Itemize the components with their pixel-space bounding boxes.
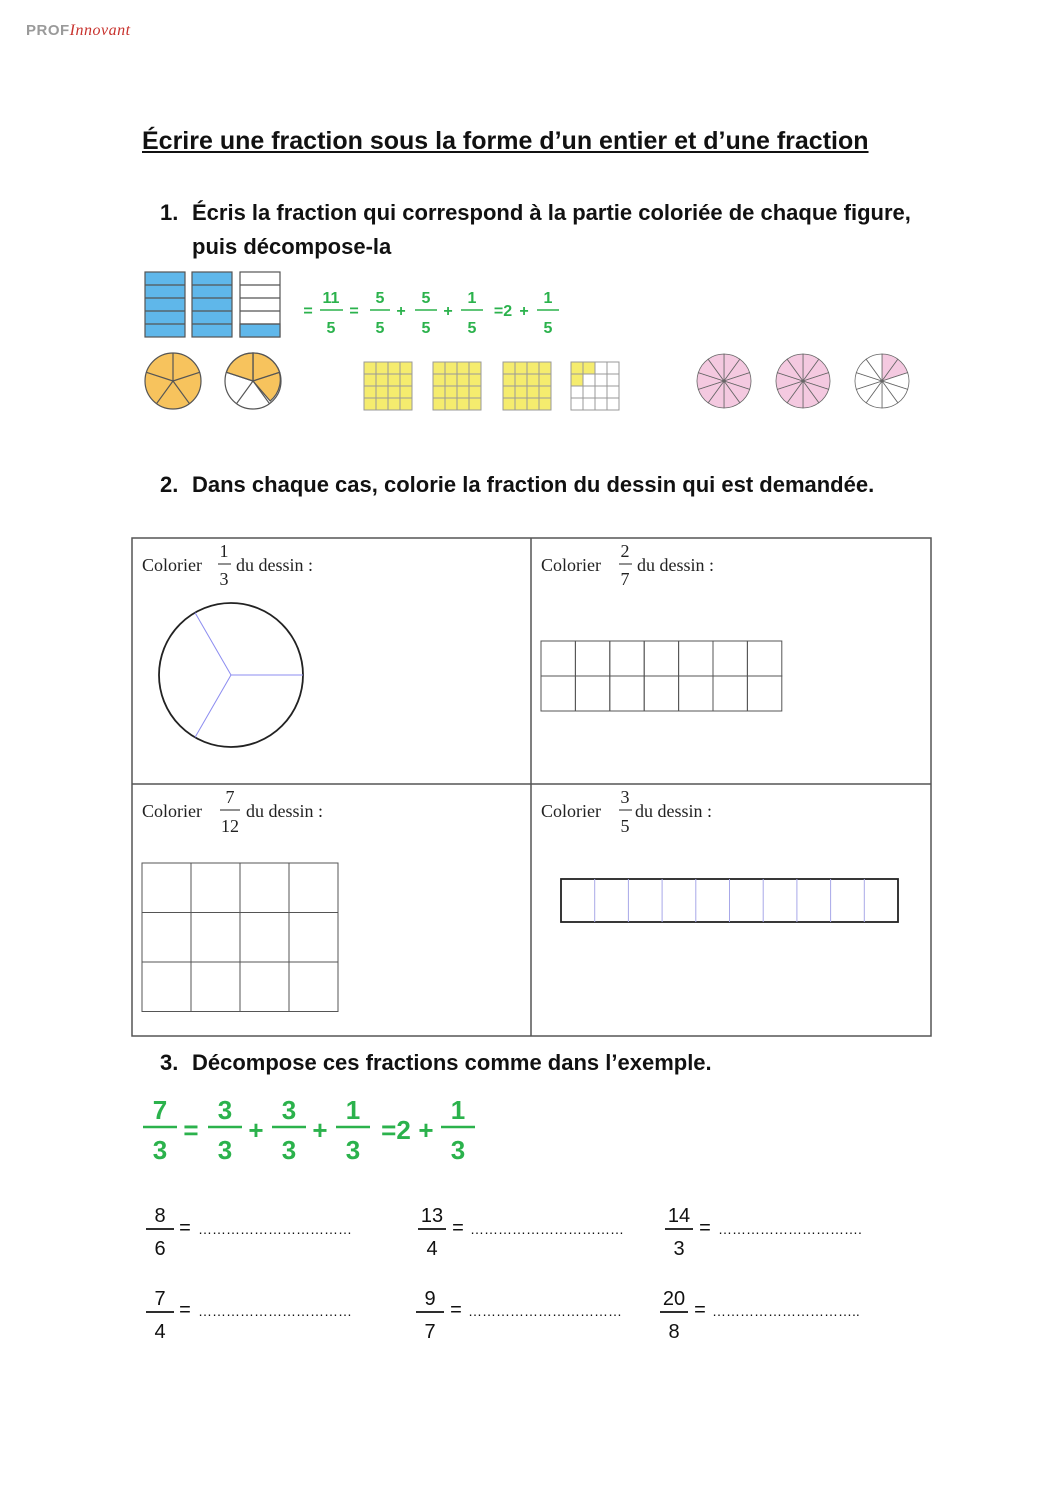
grid-cell <box>457 398 469 410</box>
grid-cell <box>376 398 388 410</box>
colorier-label: Colorier <box>142 555 202 575</box>
grid-cell <box>583 362 595 374</box>
grid-cell <box>527 398 539 410</box>
q1-num: 11 <box>322 290 340 307</box>
grid-cell <box>400 386 412 398</box>
grid-cell <box>469 398 481 410</box>
q3-den: 3 <box>345 1135 361 1165</box>
grid-cell <box>610 641 644 676</box>
q1-den: 5 <box>421 320 431 337</box>
grid-cell <box>289 863 338 913</box>
grid-cell <box>191 863 240 913</box>
q1-eq-sign: = <box>303 303 313 320</box>
exercise-eq: = <box>452 1217 464 1239</box>
q1-figures <box>0 0 1060 430</box>
grid-cell <box>713 641 747 676</box>
grid-cell <box>364 374 376 386</box>
grid-cell <box>457 362 469 374</box>
answer-blank[interactable]: …………………………… <box>470 1221 624 1237</box>
du-dessin-label: du dessin : <box>635 801 713 821</box>
exercise-num: 7 <box>154 1288 166 1310</box>
question-2 <box>160 468 960 538</box>
q3-example-equation <box>143 1095 475 1165</box>
grid-cell <box>400 398 412 410</box>
grid-cell <box>527 362 539 374</box>
question-2-number: 2. <box>160 472 179 497</box>
q1-bar-block-2 <box>192 272 232 337</box>
q3-plus: + <box>312 1115 328 1145</box>
exercise-eq: = <box>179 1217 191 1239</box>
grid-cell <box>142 863 191 913</box>
logo-prof: PROF <box>26 22 70 39</box>
yellow-grid-1 <box>364 362 412 410</box>
grid-cell <box>607 362 619 374</box>
grid-cell <box>610 676 644 711</box>
fraction-den: 5 <box>620 816 630 836</box>
colorier-label: Colorier <box>541 555 601 575</box>
pink-circle-1 <box>697 354 751 408</box>
q3-exercise-6 <box>660 1288 860 1343</box>
grid-cell <box>289 962 338 1012</box>
q1-pie-orange-2 <box>225 353 284 409</box>
q1-num: 5 <box>375 290 385 307</box>
colorier-label: Colorier <box>142 801 202 821</box>
grid-cell <box>527 386 539 398</box>
grid-cell <box>142 962 191 1012</box>
exercise-den: 6 <box>154 1238 166 1260</box>
grid-cell <box>400 374 412 386</box>
grid-cell <box>679 676 713 711</box>
grid-cell <box>575 641 609 676</box>
q1-example-equation <box>303 290 559 337</box>
logo-innovant: Innovant <box>69 22 131 39</box>
answer-blank[interactable]: …………………………… <box>198 1221 352 1237</box>
q3-num: 1 <box>450 1095 466 1125</box>
colorier-label: Colorier <box>541 801 601 821</box>
grid-cell <box>388 362 400 374</box>
grid-cell <box>142 913 191 963</box>
grid-cell <box>747 641 781 676</box>
grid-cell <box>469 374 481 386</box>
question-3 <box>160 1046 960 1082</box>
grid-cell <box>571 374 583 386</box>
q3-plus: + <box>248 1115 264 1145</box>
question-2-text: Dans chaque cas, colorie la fraction du dessin qui est demandée. <box>192 472 875 497</box>
q1-pink-circles <box>697 354 909 408</box>
grid-cell <box>433 362 445 374</box>
exercise-num: 8 <box>154 1205 166 1227</box>
fraction-num: 2 <box>620 541 630 561</box>
grid-cell <box>679 641 713 676</box>
q3-area <box>0 1085 1060 1365</box>
q3-num: 3 <box>217 1095 233 1125</box>
grid-cell <box>503 386 515 398</box>
q3-num: 3 <box>281 1095 297 1125</box>
answer-blank[interactable]: ………………………….. <box>712 1303 860 1319</box>
q1-den: 5 <box>326 320 336 337</box>
pink-circle-3 <box>855 354 909 408</box>
yellow-grid-4 <box>571 362 619 410</box>
q2-cell-3-label <box>142 787 323 836</box>
q2-table <box>0 530 1060 1045</box>
grid-cell <box>364 362 376 374</box>
exercise-num: 20 <box>662 1288 686 1310</box>
grid-cell <box>240 962 289 1012</box>
q1-den: 5 <box>467 320 477 337</box>
q3-eq-sign: =2 <box>381 1115 411 1145</box>
exercise-den: 4 <box>154 1321 166 1343</box>
fraction-den: 3 <box>219 569 229 589</box>
grid-cell <box>595 386 607 398</box>
answer-blank[interactable]: …………………………. <box>718 1221 862 1237</box>
question-3-number: 3. <box>160 1050 179 1075</box>
grid-cell <box>527 374 539 386</box>
grid-cell <box>376 362 388 374</box>
q1-bar-block-3 <box>240 272 280 337</box>
q3-exercises <box>146 1205 862 1343</box>
grid-cell <box>583 386 595 398</box>
grid-cell <box>539 398 551 410</box>
grid-cell <box>469 386 481 398</box>
grid-cell <box>503 398 515 410</box>
grid-cell <box>583 374 595 386</box>
grid-cell <box>575 676 609 711</box>
grid-cell <box>388 386 400 398</box>
grid-cell <box>457 374 469 386</box>
q1-plus: + <box>396 303 406 320</box>
grid-cell <box>469 362 481 374</box>
q1-num: 1 <box>467 290 477 307</box>
exercise-den: 4 <box>426 1238 438 1260</box>
grid-cell <box>445 362 457 374</box>
grid-cell <box>571 362 583 374</box>
grid-cell <box>503 362 515 374</box>
grid-cell <box>515 362 527 374</box>
grid-cell <box>289 913 338 963</box>
pink-circle-2 <box>776 354 830 408</box>
exercise-den: 8 <box>668 1321 680 1343</box>
fraction-num: 7 <box>225 787 235 807</box>
yellow-grid-2 <box>433 362 481 410</box>
fraction-num: 3 <box>620 787 630 807</box>
grid-cell <box>191 962 240 1012</box>
grid-cell <box>571 398 583 410</box>
q1-bar-block-1 <box>145 272 185 337</box>
q3-den: 3 <box>152 1135 168 1165</box>
grid-cell <box>583 398 595 410</box>
du-dessin-label: du dessin : <box>236 555 314 575</box>
grid-cell <box>595 374 607 386</box>
grid-cell <box>539 386 551 398</box>
q2-grid-7x2 <box>541 641 782 711</box>
exercise-eq: = <box>694 1299 706 1321</box>
exercise-eq: = <box>179 1299 191 1321</box>
grid-cell <box>400 362 412 374</box>
yellow-grid-3 <box>503 362 551 410</box>
du-dessin-label: du dessin : <box>246 801 324 821</box>
grid-cell <box>713 676 747 711</box>
grid-cell <box>433 374 445 386</box>
fraction-den: 12 <box>221 816 239 836</box>
q1-pie-orange-1 <box>145 353 201 409</box>
grid-cell <box>376 374 388 386</box>
q1-eq-sign: = <box>349 303 359 320</box>
q3-exercise-3 <box>665 1205 862 1260</box>
grid-cell <box>539 362 551 374</box>
exercise-num: 13 <box>420 1205 444 1227</box>
q2-grid-4x3 <box>142 863 338 1012</box>
q1-num: 5 <box>421 290 431 307</box>
q1-den: 5 <box>375 320 385 337</box>
exercise-num: 9 <box>424 1288 436 1310</box>
grid-cell <box>445 374 457 386</box>
q3-exercise-4 <box>146 1288 352 1343</box>
q1-den: 5 <box>543 320 553 337</box>
question-3-text: Décompose ces fractions comme dans l’exemple. <box>192 1050 712 1075</box>
fraction-num: 1 <box>219 541 229 561</box>
grid-cell <box>541 676 575 711</box>
q3-plus: + <box>418 1115 434 1145</box>
q3-exercise-1 <box>146 1205 352 1260</box>
grid-cell <box>191 913 240 963</box>
q3-den: 3 <box>450 1135 466 1165</box>
fraction-den: 7 <box>620 569 630 589</box>
q3-den: 3 <box>281 1135 297 1165</box>
exercise-num: 14 <box>667 1205 691 1227</box>
question-1-text: Écris la fraction qui correspond à la partie coloriée de chaque figure, puis décompose-la <box>192 200 911 259</box>
grid-cell <box>595 398 607 410</box>
grid-cell <box>747 676 781 711</box>
grid-cell <box>445 386 457 398</box>
q1-num: 1 <box>543 290 553 307</box>
grid-cell <box>541 641 575 676</box>
grid-cell <box>388 398 400 410</box>
grid-cell <box>644 641 678 676</box>
grid-cell <box>240 863 289 913</box>
exercise-den: 3 <box>673 1238 685 1260</box>
q1-plus: + <box>443 303 453 320</box>
grid-cell <box>433 398 445 410</box>
q3-eq-sign: = <box>183 1115 199 1145</box>
q2-cell-4-label <box>541 787 712 836</box>
q3-num: 7 <box>152 1095 168 1125</box>
grid-cell <box>240 913 289 963</box>
question-1-number: 1. <box>160 200 179 225</box>
answer-blank[interactable]: …………………………… <box>468 1303 622 1319</box>
grid-cell <box>515 374 527 386</box>
grid-cell <box>388 374 400 386</box>
grid-cell <box>503 374 515 386</box>
grid-cell <box>457 386 469 398</box>
grid-cell <box>571 386 583 398</box>
grid-cell <box>364 398 376 410</box>
grid-cell <box>376 386 388 398</box>
q1-plus: + <box>519 303 529 320</box>
grid-cell <box>515 386 527 398</box>
exercise-eq: = <box>450 1299 462 1321</box>
du-dessin-label: du dessin : <box>637 555 715 575</box>
q3-den: 3 <box>217 1135 233 1165</box>
grid-cell <box>607 386 619 398</box>
q1-yellow-grids <box>364 362 619 410</box>
q3-num: 1 <box>345 1095 361 1125</box>
grid-cell <box>539 374 551 386</box>
exercise-den: 7 <box>424 1321 436 1343</box>
q3-exercise-2 <box>418 1205 624 1260</box>
q2-cell-2-label <box>541 541 714 589</box>
page-title: Écrire une fraction sous la forme d’un entier et d’une fraction <box>142 127 869 155</box>
q3-exercise-5 <box>416 1288 622 1343</box>
grid-cell <box>644 676 678 711</box>
answer-blank[interactable]: …………………………… <box>198 1303 352 1319</box>
grid-cell <box>445 398 457 410</box>
exercise-eq: = <box>699 1217 711 1239</box>
grid-cell <box>433 386 445 398</box>
q1-eq-sign: =2 <box>493 303 513 320</box>
grid-cell <box>595 362 607 374</box>
grid-cell <box>364 386 376 398</box>
grid-cell <box>607 374 619 386</box>
q2-circle-thirds <box>159 603 303 747</box>
q2-cell-1-label <box>142 541 313 589</box>
q2-strip-10 <box>561 879 898 922</box>
grid-cell <box>515 398 527 410</box>
grid-cell <box>607 398 619 410</box>
